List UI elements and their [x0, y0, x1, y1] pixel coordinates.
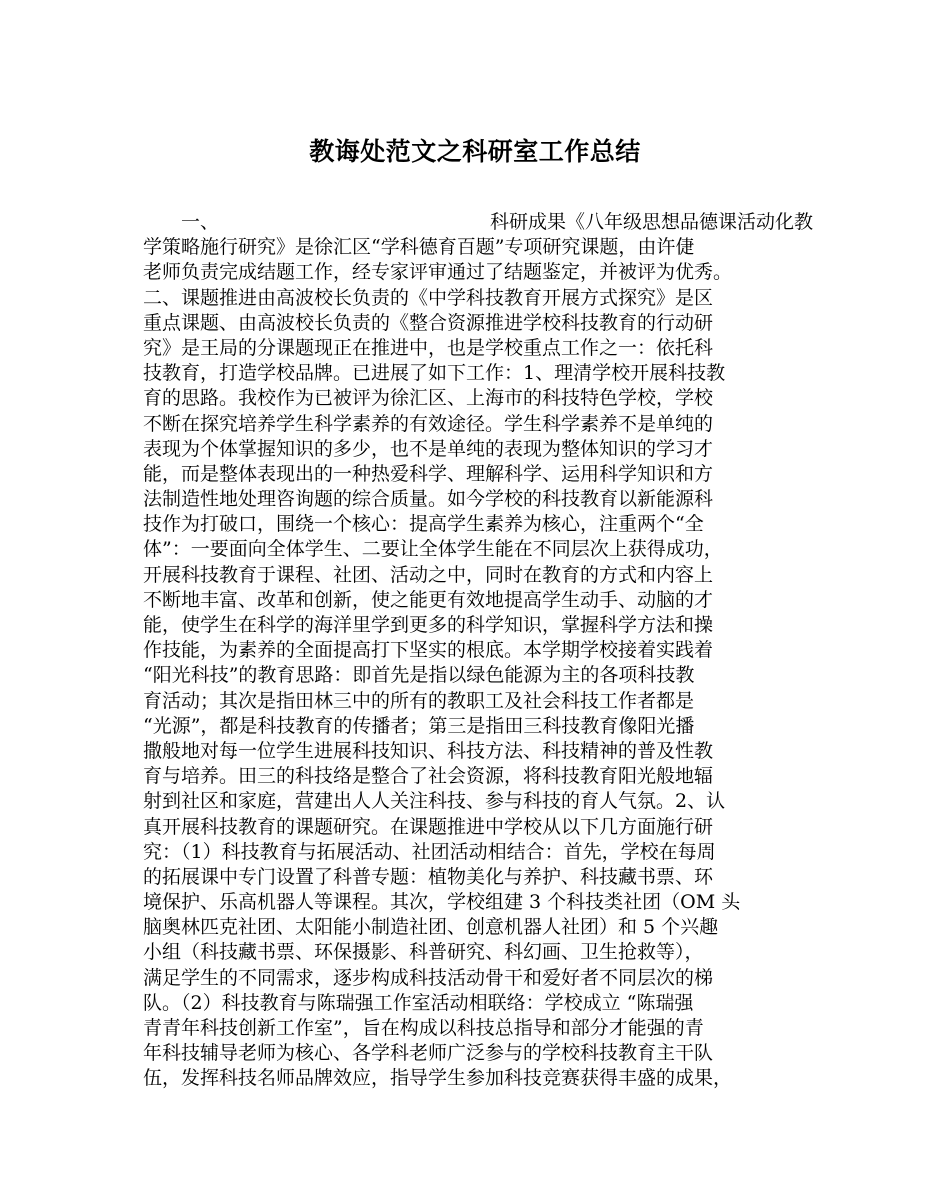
body-line: 育与培养。田三的科技络是整合了社会资源，将科技教育阳光般地辐: [143, 765, 714, 788]
body-line: 能，而是整体表现出的一种热爱科学、理解科学、运用科学知识和方: [143, 462, 714, 485]
body-line: 作技能，为素养的全面提高打下坚实的根底。本学期学校接着实践着: [143, 639, 714, 662]
first-line-text: 科研成果《八年级思想品德课活动化教: [489, 211, 813, 233]
body-line: 真开展科技教育的课题研究。在课题推进中学校从以下几方面施行研: [143, 815, 714, 838]
body-line: 老师负责完成结题工作，经专家评审通过了结题鉴定，并被评为优秀。: [143, 261, 733, 284]
body-line: 的拓展课中专门设置了科普专题：植物美化与养护、科技藏书票、环: [143, 865, 714, 888]
body-line: 能，使学生在科学的海洋里学到更多的科学知识，掌握科学方法和操: [143, 614, 714, 636]
body-line: 开展科技教育于课程、社团、活动之中，同时在教育的方式和内容上: [143, 563, 714, 586]
body-line: 技教育，打造学校品牌。已进展了如下工作：1、理清学校开展科技教: [143, 362, 726, 385]
body-line: 学策略施行研究》是徐汇区“学科德育百题”专项研究课题，由许倢: [143, 236, 695, 259]
section-marker: 一、: [181, 211, 220, 233]
body-line: 小组（科技藏书票、环保摄影、科普研究、科幻画、卫生抢救等），: [143, 941, 704, 964]
body-line: 究：（1）科技教育与拓展活动、社团活动相结合：首先，学校在每周: [143, 840, 716, 863]
document-body: [143, 210, 813, 1092]
body-line: 表现为个体掌握知识的多少，也不是单纯的表现为整体知识的学习才: [143, 437, 714, 460]
body-line: 体”：一要面向全体学生、二要让全体学生能在不同层次上获得成功，: [143, 538, 723, 561]
body-line: 伍，发挥科技名师品牌效应，指导学生参加科技竞赛获得丰盛的成果，: [143, 1067, 733, 1090]
body-line: “阳光科技”的教育思路：即首先是指以绿色能源为主的各项科技教: [143, 664, 695, 687]
body-line: “光源”，都是科技教育的传播者；第三是指田三科技教育像阳光播: [143, 714, 695, 737]
body-line: 撒般地对每一位学生进展科技知识、科技方法、科技精神的普及性教: [143, 739, 714, 762]
body-line: 育活动；其次是指田林三中的所有的教职工及社会科技工作者都是: [143, 689, 695, 712]
document-title: 教诲处范文之科研室工作总结: [309, 137, 641, 166]
body-line: 射到社区和家庭，营建出人人关注科技、参与科技的育人气氛。2、认: [143, 790, 726, 813]
body-line: 队。（2）科技教育与陈瑞强工作室活动相联络：学校成立 “陈瑞强: [143, 991, 694, 1014]
body-line-first: [143, 210, 813, 235]
body-line: 法制造性地处理咨询题的综合质量。如今学校的科技教育以新能源科: [143, 488, 714, 511]
body-line: 青青年科技创新工作室”，旨在构成以科技总指导和部分才能强的青: [143, 1017, 704, 1039]
body-line: 不断在探究培养学生科学素养的有效途径。学生科学素养不是单纯的: [143, 412, 714, 435]
body-line: 重点课题、由高波校长负责的《整合资源推进学校科技教育的行动研: [143, 311, 714, 334]
body-line: 脑奥林匹克社团、太阳能小制造社团、创意机器人社团）和 5 个兴趣: [143, 916, 719, 939]
body-line: 究》是王局的分课题现正在推进中，也是学校重点工作之一：依托科: [143, 336, 714, 359]
body-line: 境保护、乐高机器人等课程。其次，学校组建 3 个科技类社团（OM 头: [143, 891, 741, 914]
body-line: 不断地丰富、改革和创新，使之能更有效地提高学生动手、动脑的才: [143, 588, 714, 611]
body-line: 满足学生的不同需求，逐步构成科技活动骨干和爱好者不同层次的梯: [143, 966, 714, 989]
body-line: 二、课题推进由高波校长负责的《中学科技教育开展方式探究》是区: [143, 286, 714, 309]
body-line: 年科技辅导老师为核心、各学科老师广泛参与的学校科技教育主干队: [143, 1042, 714, 1065]
body-line: 育的思路。我校作为已被评为徐汇区、上海市的科技特色学校，学校: [143, 387, 714, 410]
body-line: 技作为打破口，围绕一个核心：提高学生素养为核心，注重两个“全: [143, 513, 704, 536]
